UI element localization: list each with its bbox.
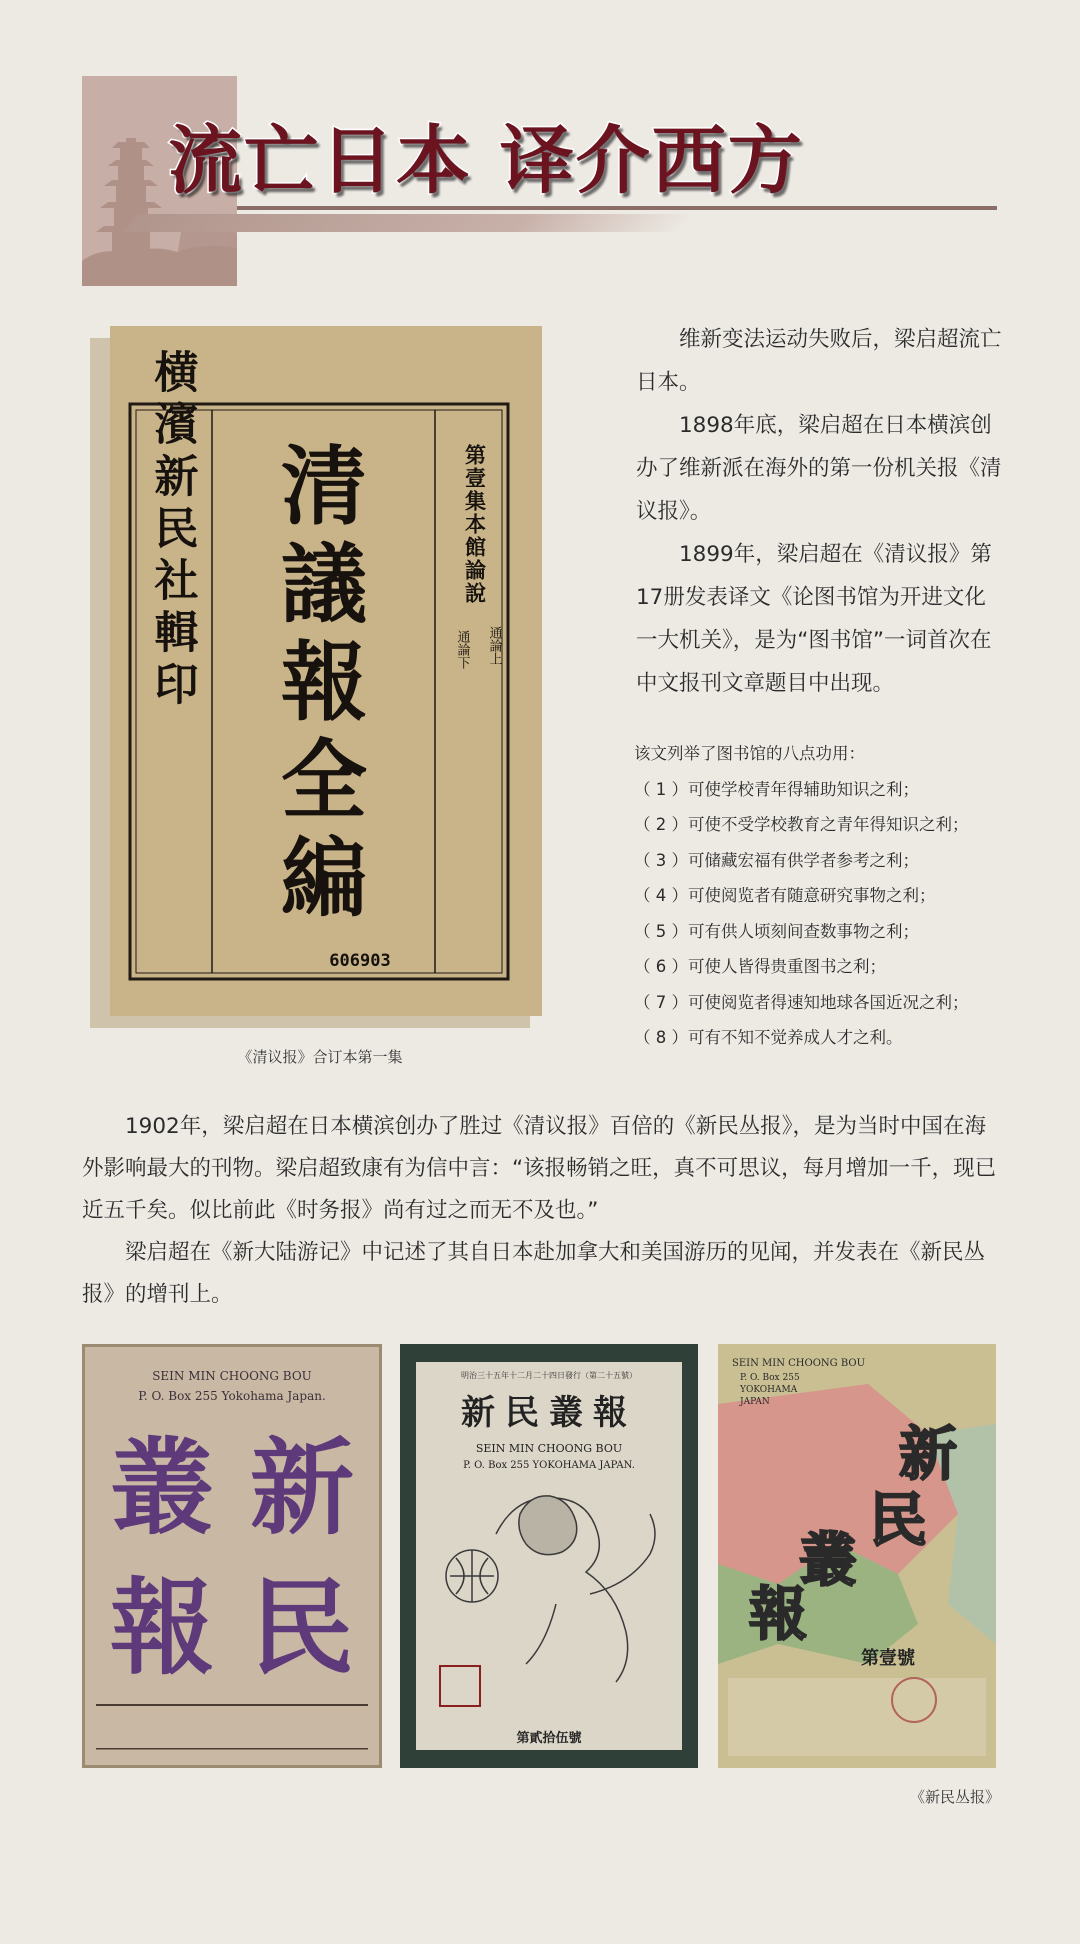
list-item: （ 3 ）可储藏宏福有供学者参考之利； xyxy=(634,850,919,870)
cover-char: 報 xyxy=(109,1566,215,1689)
paragraph: 1898年底，梁启超在日本横滨创办了维新派在海外的第一份机关报《清议报》。 xyxy=(636,413,1002,524)
functions-list xyxy=(634,772,1014,1056)
intro-text xyxy=(636,318,1006,705)
cover-char: 民 xyxy=(249,1566,355,1689)
functions-intro: 该文列举了图书馆的八点功用： xyxy=(634,744,865,763)
xinmin-cover-photo-1 xyxy=(82,1344,382,1768)
cover-serial-number: 606903 xyxy=(329,951,391,971)
list-item: （ 4 ）可使阅览者有随意研究事物之利； xyxy=(634,886,936,905)
xinmin-text xyxy=(82,1106,1002,1316)
cover-column-heading: 第壹集本館論說 xyxy=(462,444,488,605)
xinmin-cover-photo-3 xyxy=(718,1344,996,1768)
cover-address: JAPAN xyxy=(740,1397,770,1407)
cover-title-char: 議 xyxy=(281,534,367,635)
cover-subheading: 通論下 xyxy=(454,630,470,669)
cover-address: YOKOHAMA xyxy=(740,1385,798,1395)
paragraph: 维新变法运动失败后，梁启超流亡日本。 xyxy=(636,327,1002,395)
cover-title-char: 清 xyxy=(281,436,367,537)
list-item: （ 2 ）可使不受学校教育之青年得知识之利； xyxy=(634,815,969,834)
photo-caption: 《新民丛报》 xyxy=(909,1788,1000,1806)
qingyi-bao-cover-photo xyxy=(90,326,545,1028)
cover-address: P. O. Box 255 Yokohama Japan. xyxy=(138,1389,326,1403)
cover-latin-title: SEIN MIN CHOONG BOU xyxy=(152,1369,312,1383)
cover-char: 新 xyxy=(898,1420,958,1488)
cover-address: P. O. Box 255 xyxy=(740,1373,800,1383)
cover-title: 新民叢報 xyxy=(461,1393,637,1433)
cover-char: 報 xyxy=(748,1580,808,1648)
list-item: （ 8 ）可有不知不觉养成人才之利。 xyxy=(634,1028,903,1047)
cover-issue: 第貳拾伍號 xyxy=(516,1731,582,1746)
list-item: （ 5 ）可有供人顷刻间查数事物之利； xyxy=(634,921,919,941)
paragraph: 梁启超在《新大陆游记》中记述了其自日本赴加拿大和美国游历的见闻，并发表在《新民丛报》的增刊上。 xyxy=(82,1240,986,1307)
cover-title-char: 報 xyxy=(281,632,367,733)
cover-char: 叢 xyxy=(109,1426,215,1549)
cover-subheading: 通論上 xyxy=(486,626,502,665)
cover-address: P. O. Box 255 YOKOHAMA JAPAN. xyxy=(463,1460,635,1471)
cover-publisher: 横濱新民社輯印 xyxy=(146,349,198,713)
cover-char: 民 xyxy=(868,1486,928,1554)
paragraph: 1902年，梁启超在日本横滨创办了胜过《清议报》百倍的《新民丛报》，是为当时中国在海外影响最大的刊物。梁启超致康有为信中言：“该报畅销之旺，真不可思议，每月增加一千，现已近五千矣。似比前此《时务报》尚有过之而无不及也。” xyxy=(82,1114,997,1223)
page-title: 流亡日本 译介西方 xyxy=(168,118,804,204)
library-functions xyxy=(634,736,1014,1056)
xinmin-cover-photo-2 xyxy=(400,1344,698,1768)
contents-panel xyxy=(728,1678,986,1756)
cover-issue: 第壹號 xyxy=(861,1648,915,1669)
header-slash-decoration xyxy=(122,214,697,232)
cover-title-char: 編 xyxy=(281,828,367,929)
photo-caption: 《清议报》合订本第一集 xyxy=(237,1048,403,1066)
cover-char: 叢 xyxy=(798,1526,858,1594)
cover-rule xyxy=(96,1704,368,1706)
list-item: （ 7 ）可使阅览者得速知地球各国近况之利； xyxy=(634,992,969,1012)
cover-title-char: 全 xyxy=(281,730,367,831)
list-item: （ 6 ）可使人皆得贵重图书之利； xyxy=(634,957,886,976)
cover-latin-title: SEIN MIN CHOONG BOU xyxy=(475,1442,623,1455)
list-item: （ 1 ）可使学校青年得辅助知识之利； xyxy=(634,779,919,799)
cover-top-note: 明治三十五年十二月二十四日發行（第二十五號） xyxy=(461,1371,637,1380)
paragraph: 1899年，梁启超在《清议报》第17册发表译文《论图书馆为开进文化一大机关》，是为“图书馆”一词首次在中文报刊文章题目中出现。 xyxy=(636,542,992,696)
cover-latin-title: SEIN MIN CHOONG BOU xyxy=(732,1358,865,1369)
cover-rule xyxy=(96,1748,368,1750)
cover-char: 新 xyxy=(249,1426,355,1549)
